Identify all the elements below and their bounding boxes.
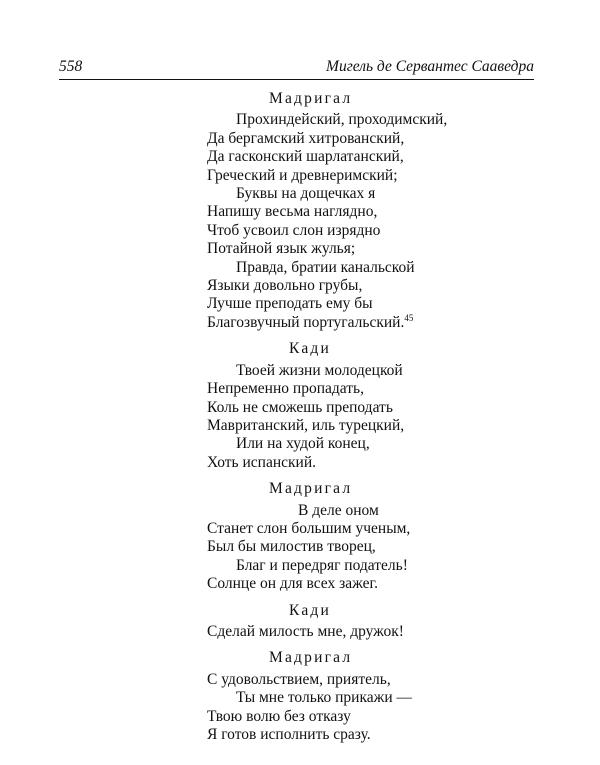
- verse-line: Мавританский, иль турецкий,: [207, 416, 405, 434]
- verse-line: Хоть испанский.: [207, 453, 316, 471]
- page-number: 558: [59, 58, 83, 75]
- verse-line: Чтоб усвоил слон изрядно: [207, 221, 381, 239]
- speaker-heading: Мадригал: [269, 649, 353, 667]
- verse-line: Языки довольно грубы,: [207, 277, 363, 295]
- verse-line: Да бергамский хитрованский,: [207, 129, 405, 147]
- poem-text: [207, 90, 537, 744]
- verse-line: Твою волю без отказу: [207, 707, 351, 725]
- verse-line: Лучше преподать ему бы: [207, 295, 373, 313]
- verse-line-text: Благозвучный португальский.: [207, 313, 405, 331]
- verse-line: С удовольствием, приятель,: [207, 670, 391, 688]
- verse-line: Сделай милость мне, дружок!: [207, 622, 404, 640]
- verse-line: [207, 314, 537, 332]
- verse-line: Коль не сможешь преподать: [207, 398, 393, 416]
- verse-line: Я готов исполнить сразу.: [207, 726, 371, 743]
- speaker-heading: Мадригал: [269, 480, 353, 498]
- verse-line: Твоей жизни молодецкой: [236, 361, 403, 379]
- footnote-reference: 45: [404, 312, 414, 323]
- verse-line: Прохиндейский, проходимский,: [236, 111, 448, 129]
- verse-line: Непременно пропадать,: [207, 380, 364, 398]
- verse-line: Греческий и древнеримский;: [207, 166, 398, 184]
- verse-line: Был бы милостив творец,: [207, 538, 376, 556]
- verse-line: Станет слон большим ученым,: [207, 519, 411, 537]
- verse-line: Буквы на дощечках я: [236, 185, 376, 203]
- speaker-heading: Кади: [289, 340, 331, 358]
- speaker-heading: Мадригал: [269, 90, 353, 107]
- verse-line: Или на худой конец,: [236, 435, 370, 453]
- verse-line: Потайной язык жулья;: [207, 240, 356, 258]
- verse-line: Благ и передряг податель!: [236, 556, 408, 574]
- running-title: Мигель де Сервантес Сааведра: [326, 58, 534, 75]
- header-rule: [59, 79, 534, 80]
- speaker-heading: Кади: [289, 601, 331, 619]
- verse-line: В деле оном: [298, 501, 379, 519]
- verse-line: Правда, братии канальской: [236, 258, 415, 276]
- verse-line: Солнце он для всех зажег.: [207, 575, 378, 593]
- verse-line: Ты мне только прикажи —: [236, 689, 413, 707]
- verse-line: Напишу весьма наглядно,: [207, 203, 378, 221]
- verse-line: Да гасконский шарлатанский,: [207, 148, 404, 166]
